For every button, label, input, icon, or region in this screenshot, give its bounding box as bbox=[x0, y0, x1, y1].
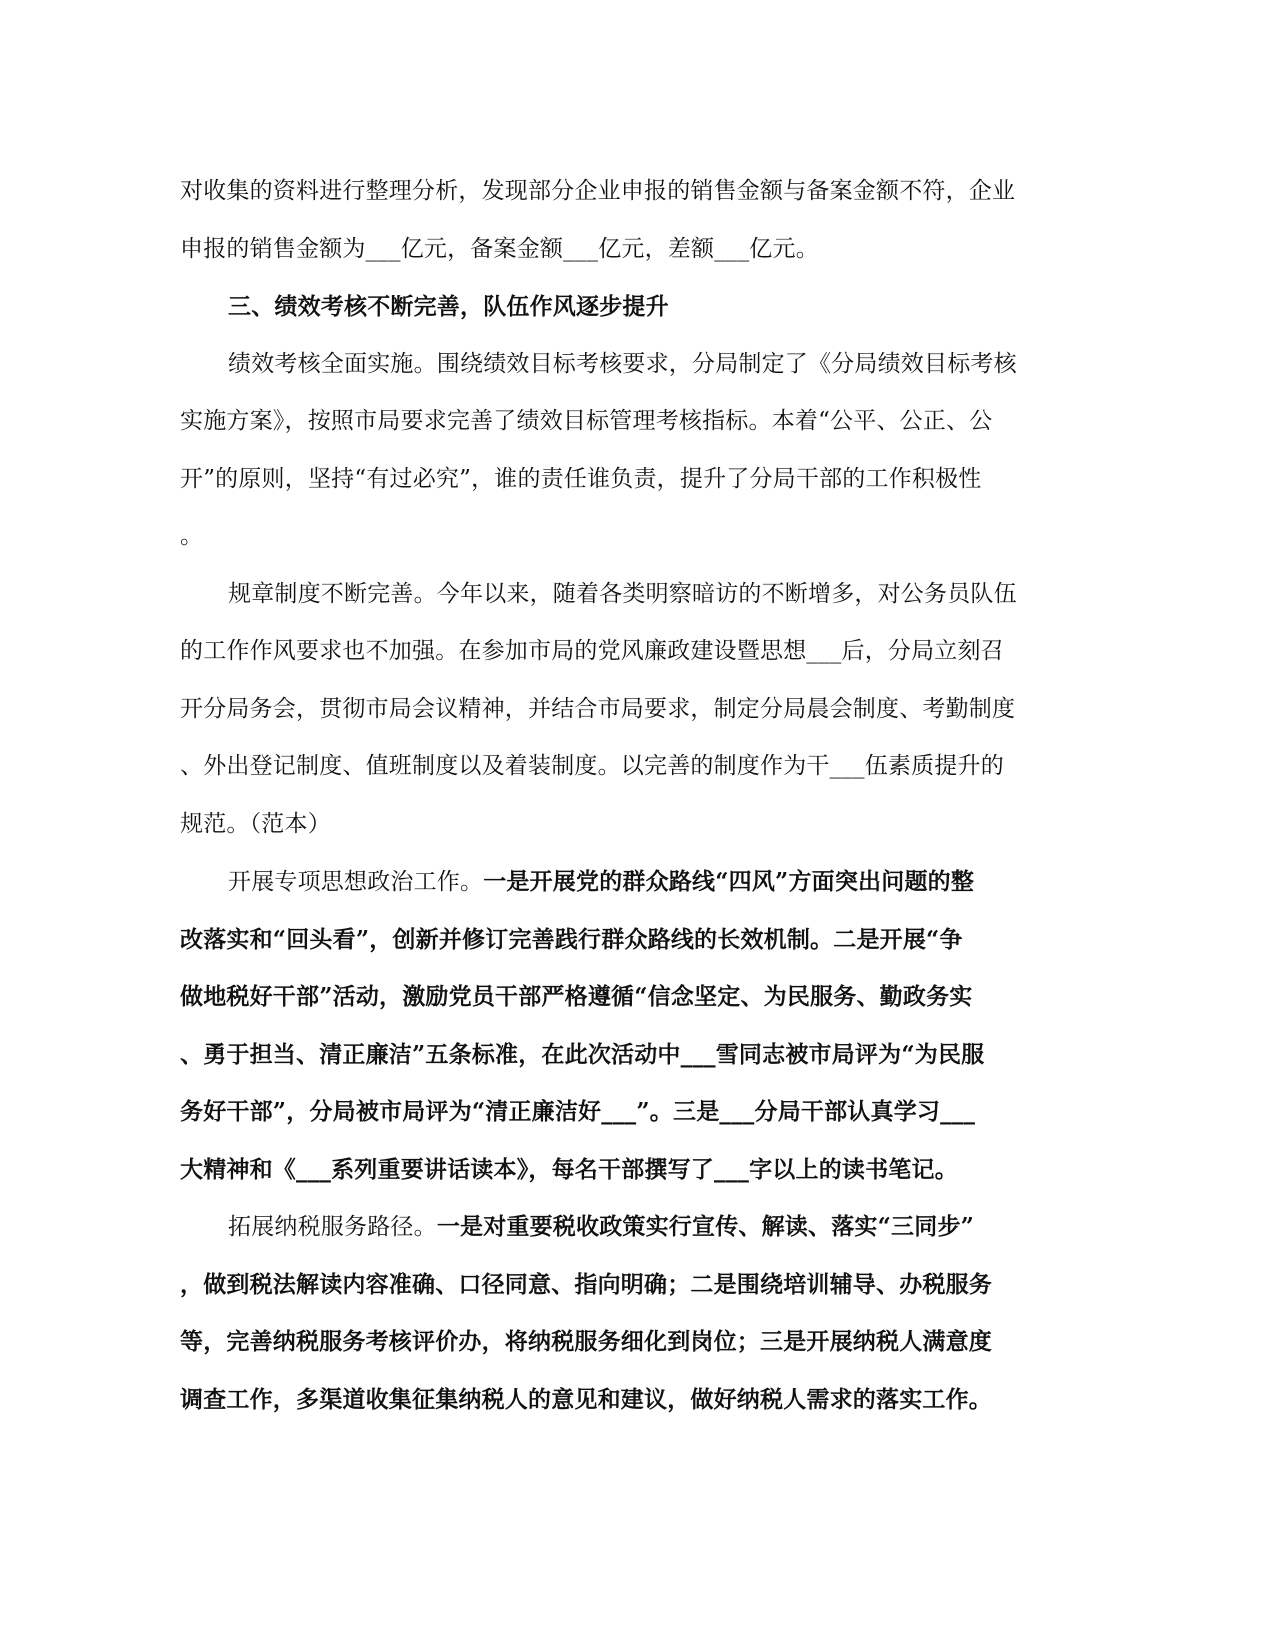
text-line: 调查工作，多渠道收集征集纳税人的意见和建议，做好纳税人需求的落实工作。 bbox=[180, 1385, 992, 1413]
text-line: 申报的销售金额为___亿元，备案金额___亿元，差额___亿元。 bbox=[180, 235, 819, 262]
paragraph-start: 规章制度不断完善。今年以来，随着各类明察暗访的不断增多，对公务员队伍 bbox=[228, 580, 1017, 607]
paragraph-start bbox=[180, 853, 1040, 911]
text-line: 规范。（范本） bbox=[180, 810, 331, 837]
text-line: 改落实和“回头看”，创新并修订完善践行群众路线的长效机制。二是开展“争 bbox=[180, 925, 963, 953]
text-line: 大精神和《___系列重要讲话读本》，每名干部撰写了___字以上的读书笔记。 bbox=[180, 1155, 958, 1183]
section-heading: 三、绩效考核不断完善，队伍作风逐步提升 bbox=[228, 293, 669, 320]
paragraph-start: 绩效考核全面实施。围绕绩效目标考核要求，分局制定了《分局绩效目标考核 bbox=[228, 350, 1017, 377]
document-body bbox=[180, 163, 1040, 1428]
paragraph-bold-text: 一是对重要税收政策实行宣传、解读、落实“三同步” bbox=[436, 1213, 975, 1240]
paragraph-bold-text: 一是开展党的群众路线“四风”方面突出问题的整 bbox=[483, 868, 975, 895]
text-line: 开分局务会，贯彻市局会议精神，并结合市局要求，制定分局晨会制度、考勤制度 bbox=[180, 695, 1016, 722]
text-line: 。 bbox=[180, 523, 204, 549]
text-line: 的工作作风要求也不加强。在参加市局的党风廉政建设暨思想___后，分局立刻召 bbox=[180, 638, 1004, 664]
text-line: 开”的原则，坚持“有过必究”，谁的责任谁负责，提升了分局干部的工作积极性 bbox=[180, 465, 982, 492]
text-line: 、勇于担当、清正廉洁”五条标准，在此次活动中___雪同志被市局评为“为民服 bbox=[180, 1040, 985, 1068]
text-line: 实施方案》，按照市局要求完善了绩效目标管理考核指标。本着“公平、公正、公 bbox=[180, 408, 993, 434]
text-line: 、外出登记制度、值班制度以及着装制度。以完善的制度作为干___伍素质提升的 bbox=[180, 753, 1004, 779]
paragraph-lead: 开展专项思想政治工作。 bbox=[228, 869, 484, 895]
text-line: 务好干部”，分局被市局评为“清正廉洁好___”。三是___分局干部认真学习___ bbox=[180, 1098, 976, 1125]
text-line: ，做到税法解读内容准确、口径同意、指向明确；二是围绕培训辅导、办税服务 bbox=[180, 1270, 992, 1298]
text-line: 做地税好干部”活动，激励党员干部严格遵循“信念坚定、为民服务、勤政务实 bbox=[180, 983, 973, 1010]
text-line: 对收集的资料进行整理分析，发现部分企业申报的销售金额与备案金额不符，企业 bbox=[180, 178, 1016, 204]
paragraph-start bbox=[180, 1198, 1040, 1256]
text-line: 等，完善纳税服务考核评价办，将纳税服务细化到岗位；三是开展纳税人满意度 bbox=[180, 1328, 992, 1355]
paragraph-lead: 拓展纳税服务路径。 bbox=[228, 1214, 437, 1240]
